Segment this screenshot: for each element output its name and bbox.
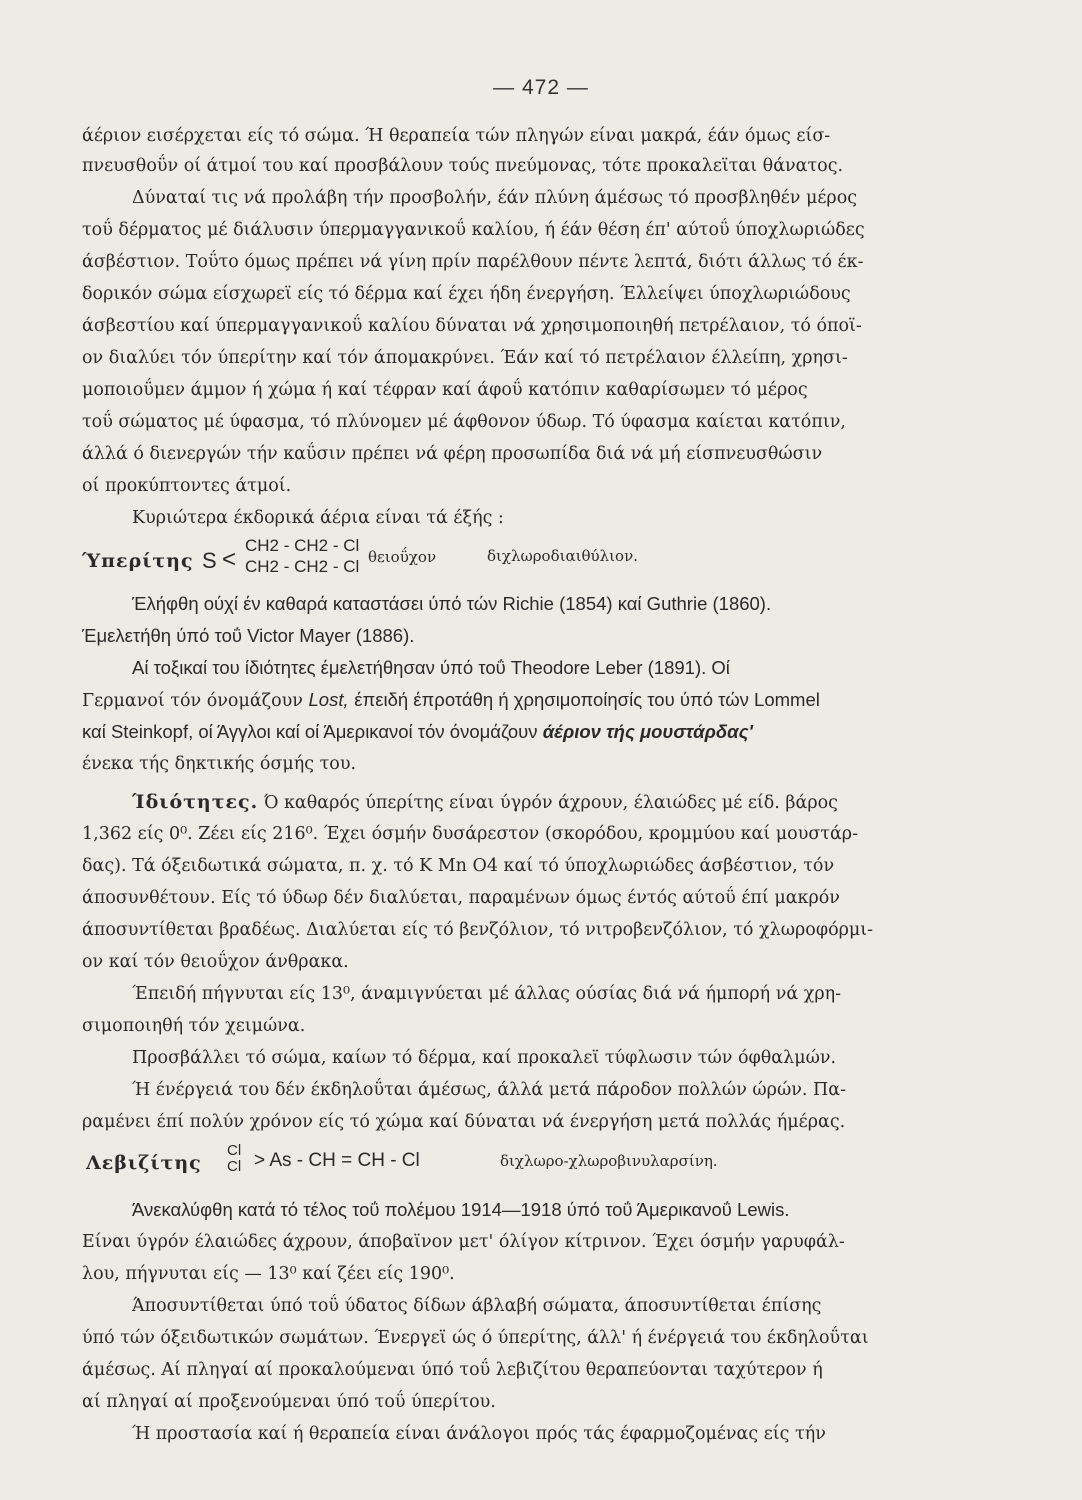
text-line: Είναι ύγρόν έλαιώδες άχρουν, άποβαϊνον μετ' όλίγον κίτρινον. Έχει όσμήν γαρυφάλ- (82, 1232, 845, 1252)
yperitis-heading: Ύπερίτης (82, 550, 194, 572)
text-line: ον διαλύει τόν ύπερίτην καί τόν άπομακρύνει. Έάν καί τό πετρέλαιον έλλείπη, χρησι- (82, 348, 848, 368)
text-line: οί προκύπτοντες άτμοί. (82, 476, 292, 496)
text-line: τοΰ δέρματος μέ διάλυσιν ύπερμαγγανικοΰ καλίου, ή έάν θέση έπ' αύτοΰ ύποχλωριώδες (82, 220, 865, 240)
text-line (82, 720, 1002, 744)
mustard-gas-term: άέριον τής μουστάρδας' (542, 721, 753, 742)
text-fragment: Ό καθαρός ύπερίτης είναι ύγρόν άχρουν, έλαιώδες μέ είδ. βάρος (263, 793, 838, 813)
lewisite-formula (82, 1144, 842, 1184)
text-line: άσβεστίου καί ύπερμαγγανικοΰ καλίου δύναται νά χρησιμοποιηθή πετρέλαιον, τό όποϊ- (82, 316, 862, 336)
text-line: Κυριώτερα έκδορικά άέρια είναι τά έξής : (132, 508, 504, 528)
formula-top-chain: CH2 - CH2 - Cl (245, 536, 360, 555)
text-line: Άποσυντίθεται ύπό τοΰ ύδατος δίδων άβλαβή σώματα, άποσυντίθεται έπίσης (132, 1296, 822, 1316)
text-line: 1,362 είς 0⁰. Ζέει είς 216⁰. Έχει όσμήν δυσάρεστον (σκορόδου, κρομμύου καί μουστάρ- (82, 824, 858, 844)
formula-cl-top: Cl (227, 1142, 242, 1159)
text-line: άποσυνθέτουν. Είς τό ύδωρ δέν διαλύεται, παραμένων όμως έντός αύτοΰ έπί μακρόν (82, 888, 840, 908)
text-fragment: Γερμανοί (82, 691, 165, 711)
formula-less-than: < (222, 546, 237, 573)
text-line (132, 790, 1002, 815)
formula-arsine-chain: > As - CH = CH - Cl (254, 1150, 420, 1171)
text-line: άέριον εισέρχεται είς τό σώμα. Ή θεραπεία τών πληγών είναι μακρά, έάν όμως είσ- (82, 126, 831, 146)
text-line: άποσυντίθεται βραδέως. Διαλύεται είς τό βενζόλιον, τό νιτροβενζόλιον, τό χλωροφόρμι- (82, 920, 874, 940)
text-line: λου, πήγνυται είς — 13⁰ καί ζέει είς 190⁰. (82, 1264, 455, 1284)
lost-term: Lost, (308, 689, 349, 710)
text-line: ραμένει έπί πολύν χρόνον είς τό χώμα καί δύναται νά ένεργήση μετά πολλάς ήμέρας. (82, 1112, 846, 1132)
text-line: σιμοποιηθή τόν χειμώνα. (82, 1016, 306, 1036)
formula-name-a: θειοΰχον (368, 548, 437, 566)
text-fragment: έπειδή έπροτάθη ή χρησιμοποίησίς του ύπό τών Lommel (354, 689, 820, 710)
text-fragment: τόν όνομάζουν (170, 691, 303, 711)
text-line: ον καί τόν θειοΰχον άνθρακα. (82, 952, 349, 972)
text-line: ύπό τών όξειδωτικών σωμάτων. Ένεργεϊ ώς ό ύπερίτης, άλλ' ή ένέργειά του έκδηλοΰται (82, 1328, 869, 1348)
text-line (82, 688, 1002, 713)
text-line: πνευσθοΰν οί άτμοί του καί προσβάλουν τούς πνεύμονας, τότε προκαλεϊται θάνατος. (82, 156, 844, 176)
page-number: — 472 — (493, 76, 589, 99)
text-line: άμέσως. Αί πληγαί αί προκαλούμεναι ύπό τοΰ λεβιζίτου θεραπεύονται ταχύτερον ή (82, 1360, 823, 1380)
text-line: δας). Τά όξειδωτικά σώματα, π. χ. τό K Mn O4 καί τό ύποχλωριώδες άσβέστιον, τόν (82, 856, 835, 876)
text-fragment: καί Steinkopf, οί Άγγλοι καί οί Άμερικανοί τόν όνομάζουν (82, 721, 538, 742)
yperitis-formula (82, 536, 782, 580)
text-line: Έμελετήθη ύπό τοΰ Victor Mayer (1886). (82, 625, 415, 646)
text-line: Έλήφθη ούχί έν καθαρά καταστάσει ύπό τών Richie (1854) καί Guthrie (1860). (132, 593, 772, 614)
properties-heading: Ίδιότητες. (132, 791, 259, 813)
formula-name-b: διχλωροδιαιθύλιον. (487, 547, 638, 565)
text-line: Αί τοξικαί του ίδιότητες έμελετήθησαν ύπό τοΰ Theodore Leber (1891). Οί (132, 657, 730, 678)
text-line: τοΰ σώματος μέ ύφασμα, τό πλύνομεν μέ άφθονον ύδωρ. Τό ύφασμα καίεται κατόπιν, (82, 412, 846, 432)
text-line: δορικόν σώμα είσχωρεϊ είς τό δέρμα καί έχει ήδη ένεργήση. Έλλείψει ύποχλωριώδους (82, 284, 851, 304)
text-line: αί πληγαί αί προξενούμεναι ύπό τοΰ ύπερίτου. (82, 1392, 496, 1412)
formula-cl-bottom: Cl (227, 1158, 242, 1175)
text-line: Προσβάλλει τό σώμα, καίων τό δέρμα, καί προκαλεϊ τύφλωσιν τών όφθαλμών. (132, 1048, 837, 1068)
text-line: Ή προστασία καί ή θεραπεία είναι άνάλογοι πρός τάς έφαρμοζομένας είς τήν (132, 1424, 826, 1444)
text-line: ένεκα τής δηκτικής όσμής του. (82, 754, 357, 774)
text-line: Ή ένέργειά του δέν έκδηλοΰται άμέσως, άλλά μετά πάροδον πολλών ώρών. Πα- (132, 1080, 846, 1100)
formula-bottom-chain: CH2 - CH2 - Cl (245, 557, 360, 576)
text-line: μοποιοΰμεν άμμον ή χώμα ή καί τέφραν καί άφοΰ κατόπιν καθαρίσωμεν τό μέρος (82, 380, 808, 400)
text-line: Έπειδή πήγνυται είς 13⁰, άναμιγνύεται μέ άλλας ούσίας διά νά ήμπορή νά χρη- (132, 984, 842, 1004)
text-line: άλλά ό διενεργών τήν καΰσιν πρέπει νά φέρη προσωπίδα διά νά μή είσπνευσθώσιν (82, 444, 823, 464)
text-line: Άνεκαλύφθη κατά τό τέλος τοΰ πολέμου 1914—1918 ύπό τοΰ Άμερικανοΰ Lewis. (132, 1199, 790, 1220)
text-line: Δύναταί τις νά προλάβη τήν προσβολήν, έάν πλύνη άμέσως τό προσβληθέν μέρος (132, 188, 858, 208)
formula-sulfur: S (202, 548, 217, 573)
text-line: άσβέστιον. Τοΰτο όμως πρέπει νά γίνη πρίν παρέλθουν πέντε λεπτά, διότι άλλως τό έκ- (82, 252, 864, 272)
lewisite-heading: Λεβιζίτης (86, 1152, 202, 1174)
formula-name: διχλωρο-χλωροβινυλαρσίνη. (500, 1152, 718, 1170)
